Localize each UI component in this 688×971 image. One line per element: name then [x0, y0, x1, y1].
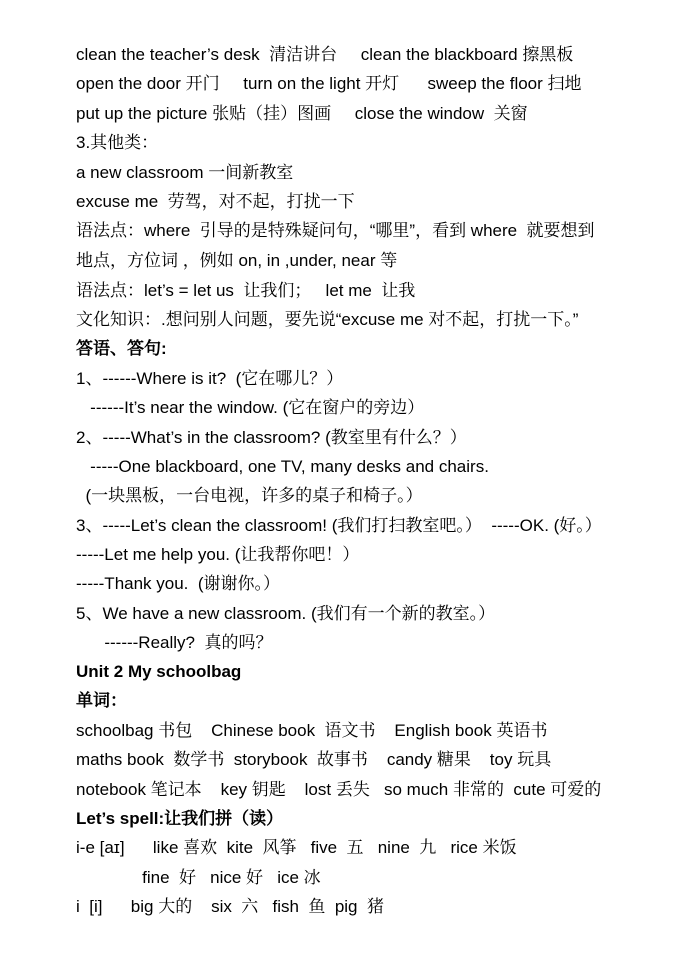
text-line-11: 答语、答句:: [76, 339, 167, 358]
text-line-9: 语法点：let’s = let us 让我们； let me 让我: [76, 281, 416, 300]
text-line-1: clean the teacher’s desk 清洁讲台 clean the blackboard 擦黑板: [76, 45, 574, 64]
text-line-16: (一块黑板，一台电视，许多的桌子和椅子。）: [76, 486, 423, 505]
text-line-3: put up the picture 张贴（挂）图画 close the window 关窗: [76, 104, 528, 123]
text-line-18: -----Let me help you. (让我帮你吧！）: [76, 545, 360, 564]
text-line-19: -----Thank you. (谢谢你。）: [76, 574, 281, 593]
text-line-17: 3、-----Let’s clean the classroom! (我们打扫教室吧。） -----OK. (好。）: [76, 516, 602, 535]
text-line-30: i [i] big 大的 six 六 fish 鱼 pig 猪: [76, 897, 384, 916]
text-line-7: 语法点：where 引导的是特殊疑问句，“哪里”，看到 where 就要想到: [76, 221, 595, 240]
text-line-26: notebook 笔记本 key 钥匙 lost 丢失 so much 非常的 cute 可爱的: [76, 780, 602, 799]
text-line-25: maths book 数学书 storybook 故事书 candy 糖果 toy 玩具: [76, 750, 552, 769]
text-line-20: 5、We have a new classroom. (我们有一个新的教室。）: [76, 604, 496, 623]
text-line-6: excuse me 劳驾，对不起，打扰一下: [76, 192, 355, 211]
text-line-28: i-e [aɪ] like 喜欢 kite 风筝 five 五 nine 九 rice 米饭: [76, 838, 517, 857]
text-line-23: 单词：: [76, 691, 127, 710]
text-line-13: ------It’s near the window. (它在窗户的旁边）: [76, 398, 425, 417]
text-line-4: 3.其他类：: [76, 133, 159, 152]
text-line-8: 地点，方位词 ，例如 on, in ,under, near 等: [76, 251, 398, 270]
text-line-14: 2、-----What’s in the classroom? (教室里有什么？）: [76, 428, 467, 447]
text-line-27: Let’s spell:让我们拼（读）: [76, 809, 284, 828]
text-line-24: schoolbag 书包 Chinese book 语文书 English book 英语书: [76, 721, 548, 740]
text-line-22: Unit 2 My schoolbag: [76, 662, 242, 681]
text-line-29: fine 好 nice 好 ice 冰: [76, 868, 321, 887]
text-line-10: 文化知识：.想问别人问题，要先说“excuse me 对不起，打扰一下。”: [76, 310, 579, 329]
text-line-15: -----One blackboard, one TV, many desks and chairs.: [76, 457, 489, 476]
text-line-21: ------Really? 真的吗？: [76, 633, 273, 652]
text-line-12: 1、------Where is it? (它在哪儿？）: [76, 369, 344, 388]
text-line-2: open the door 开门 turn on the light 开灯 sweep the floor 扫地: [76, 74, 582, 93]
text-line-5: a new classroom 一间新教室: [76, 163, 294, 182]
